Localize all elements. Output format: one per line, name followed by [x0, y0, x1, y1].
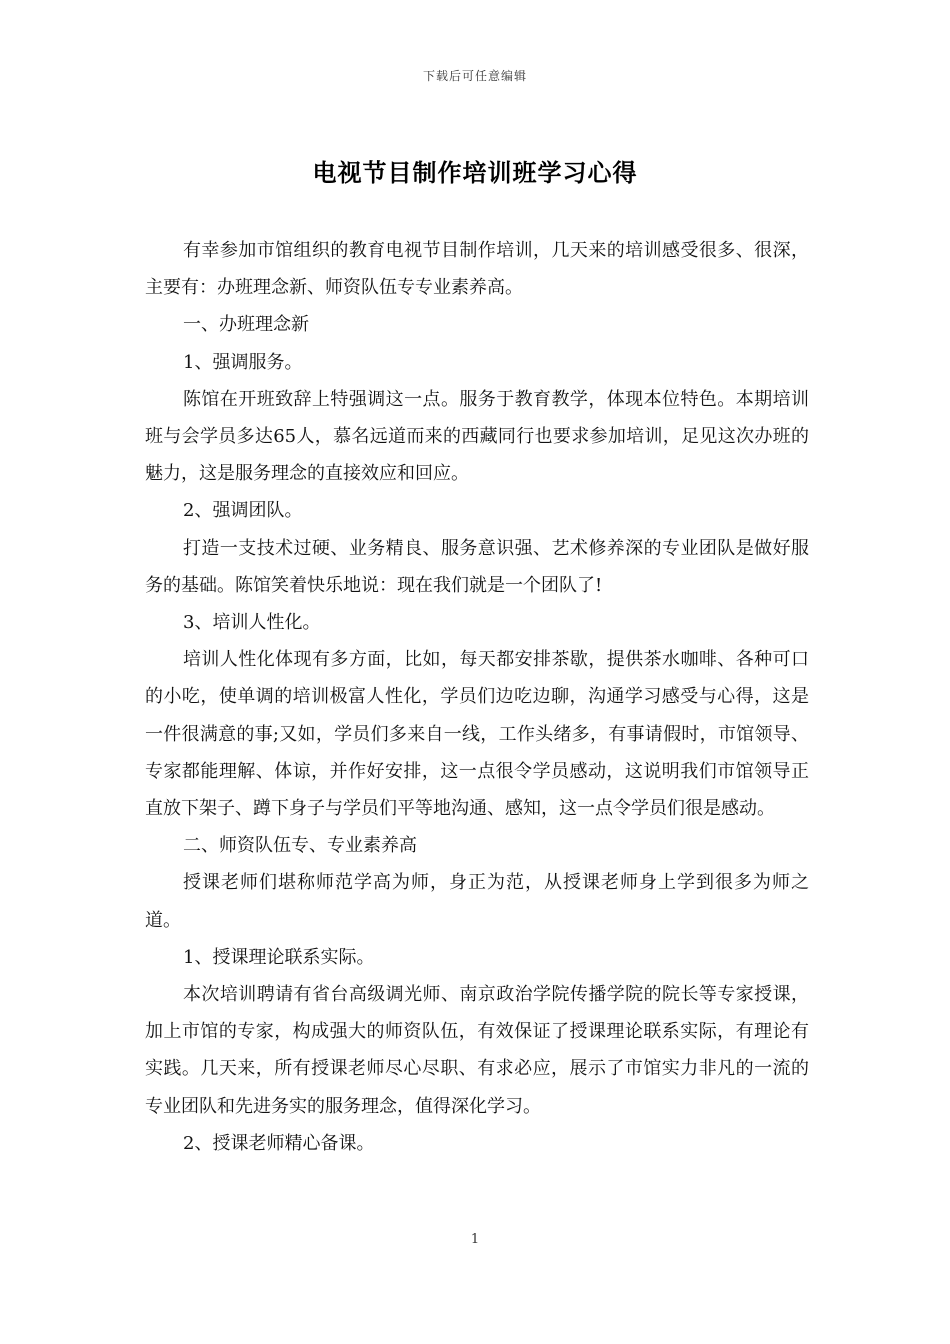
paragraph: 有幸参加市馆组织的教育电视节目制作培训，几天来的培训感受很多、很深，主要有：办班理念新、师资队伍专专业素养高。 [145, 240, 809, 299]
header-note: 下载后可任意编辑 [422, 69, 527, 83]
document-title: 电视节目制作培训班学习心得 [312, 158, 638, 187]
paragraph: 培训人性化体现有多方面，比如，每天都安排茶歇，提供茶水咖啡、各种可口的小吃，使单调的培训极富人性化，学员们边吃边聊，沟通学习感受与心得，这是一件很满意的事;又如，学员们多来自一线，工作头绪多，有事请假时，市馆领导、专家都能理解、体谅，并作好安排，这一点很令学员感动，这说明我们市馆领导正直放下架子、蹲下身子与学员们平等地沟通、感知，这一点令学员们很是感动。 [145, 649, 809, 820]
section-heading: 一、办班理念新 [183, 314, 309, 336]
page-number: 1 [470, 1232, 480, 1247]
document-body [145, 232, 809, 1162]
subsection-heading: 3、培训人性化。 [183, 612, 321, 634]
paragraph: 本次培训聘请有省台高级调光师、南京政治学院传播学院的院长等专家授课，加上市馆的专家，构成强大的师资队伍，有效保证了授课理论联系实际，有理论有实践。几天来，所有授课老师尽心尽职、有求必应，展示了市馆实力非凡的一流的专业团队和先进务实的服务理念，值得深化学习。 [145, 984, 809, 1117]
subsection-heading: 2、强调团队。 [183, 500, 303, 522]
paragraph: 陈馆在开班致辞上特强调这一点。服务于教育教学，体现本位特色。本期培训班与会学员多达65人，慕名远道而来的西藏同行也要求参加培训，足见这次办班的魅力，这是服务理念的直接效应和回应。 [145, 388, 809, 485]
paragraph: 打造一支技术过硬、业务精良、服务意识强、艺术修养深的专业团队是做好服务的基础。陈馆笑着快乐地说：现在我们就是一个团队了! [145, 537, 809, 596]
subsection-heading: 2、授课老师精心备课。 [183, 1132, 375, 1154]
subsection-heading: 1、授课理论联系实际。 [183, 946, 375, 968]
section-heading: 二、师资队伍专、专业素养高 [183, 835, 417, 857]
subsection-heading: 1、强调服务。 [183, 351, 303, 373]
paragraph: 授课老师们堪称师范学高为师，身正为范，从授课老师身上学到很多为师之道。 [145, 872, 809, 931]
